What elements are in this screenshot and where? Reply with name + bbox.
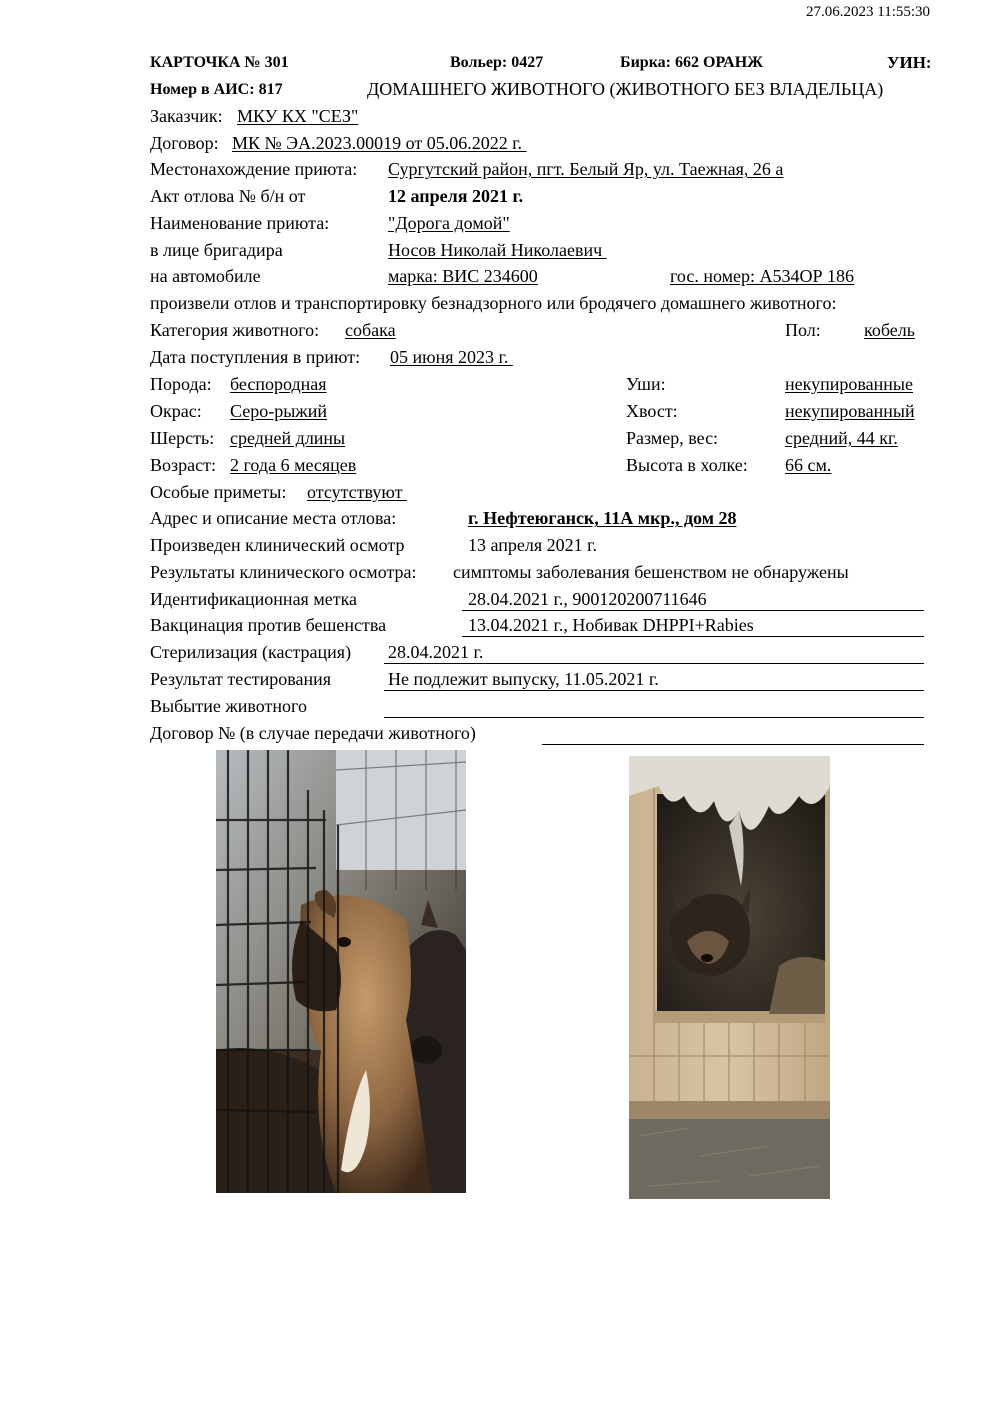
height-label: Высота в холке: bbox=[626, 455, 748, 475]
breed-label: Порода: bbox=[150, 374, 212, 394]
exam-results-label: Результаты клинического осмотра: bbox=[150, 562, 417, 582]
color-label: Окрас: bbox=[150, 401, 202, 421]
vaccination-value: 13.04.2021 г., Нобивак DHPPI+Rabies bbox=[468, 615, 754, 635]
capture-act-date: 12 апреля 2021 г. bbox=[388, 186, 524, 206]
vehicle-label: на автомобиле bbox=[150, 266, 261, 286]
disposal-line bbox=[384, 717, 924, 718]
id-mark-label: Идентификационная метка bbox=[150, 589, 358, 609]
ais-number: Номер в АИС: 817 bbox=[150, 81, 283, 98]
enclosure-number: Вольер: 0427 bbox=[450, 54, 544, 71]
card-number: КАРТОЧКА № 301 bbox=[150, 54, 289, 71]
test-result-line bbox=[384, 690, 924, 691]
clinical-exam-label: Произведен клинический осмотр bbox=[150, 535, 405, 555]
capture-act-label: Акт отлова № б/н от bbox=[150, 186, 306, 206]
contract-label: Договор: bbox=[150, 133, 219, 153]
tail-label: Хвост: bbox=[626, 401, 678, 421]
exam-results-value: симптомы заболевания бешенством не обнаружены bbox=[453, 562, 849, 582]
special-marks-label: Особые приметы: bbox=[150, 482, 287, 502]
arrival-value: 05 июня 2023 г. bbox=[390, 347, 513, 367]
id-mark-line bbox=[462, 610, 924, 611]
color-value: Серо-рыжий bbox=[230, 401, 328, 421]
dog-photo-cage bbox=[216, 750, 466, 1193]
age-label: Возраст: bbox=[150, 455, 216, 475]
tail-value: некупированный bbox=[785, 401, 915, 421]
vehicle-brand: марка: ВИС 234600 bbox=[388, 266, 538, 286]
print-timestamp: 27.06.2023 11:55:30 bbox=[806, 4, 931, 20]
capture-address-value: г. Нефтеюганск, 11А мкр., дом 28 bbox=[468, 508, 737, 528]
sex-value: кобель bbox=[864, 320, 915, 340]
disposal-label: Выбытие животного bbox=[150, 696, 307, 716]
category-label: Категория животного: bbox=[150, 320, 320, 340]
shelter-location-label: Местонахождение приюта: bbox=[150, 159, 358, 179]
size-weight-label: Размер, вес: bbox=[626, 428, 719, 448]
arrival-label: Дата поступления в приют: bbox=[150, 347, 361, 367]
capture-statement: произвели отлов и транспортировку безнадзорного или бродячего домашнего животного: bbox=[150, 293, 837, 313]
shelter-name-value: "Дорога домой" bbox=[388, 213, 510, 233]
height-value: 66 см. bbox=[785, 455, 832, 475]
ears-label: Уши: bbox=[626, 374, 666, 394]
shelter-name-label: Наименование приюта: bbox=[150, 213, 330, 233]
coat-label: Шерсть: bbox=[150, 428, 215, 448]
category-value: собака bbox=[345, 320, 396, 340]
test-result-value: Не подлежит выпуску, 11.05.2021 г. bbox=[388, 669, 659, 689]
customer-value: МКУ КХ "СЕЗ" bbox=[237, 106, 359, 126]
contract-value: МК № ЭА.2023.00019 от 05.06.2022 г. bbox=[232, 133, 527, 153]
transfer-contract-label: Договор № (в случае передачи животного) bbox=[150, 723, 476, 743]
size-weight-value: средний, 44 кг. bbox=[785, 428, 898, 448]
clinical-exam-date: 13 апреля 2021 г. bbox=[468, 535, 597, 555]
foreman-label: в лице бригадира bbox=[150, 240, 283, 260]
sterilization-value: 28.04.2021 г. bbox=[388, 642, 484, 662]
coat-value: средней длины bbox=[230, 428, 346, 448]
sex-label: Пол: bbox=[785, 320, 821, 340]
foreman-value: Носов Николай Николаевич bbox=[388, 240, 607, 260]
customer-label: Заказчик: bbox=[150, 106, 223, 126]
dog-photo-kennel bbox=[629, 756, 830, 1199]
vaccination-line bbox=[462, 636, 924, 637]
shelter-location-value: Сургутский район, пгт. Белый Яр, ул. Таежная, 26 а bbox=[388, 159, 784, 179]
vaccination-label: Вакцинация против бешенства bbox=[150, 615, 387, 635]
special-marks-value: отсутствуют bbox=[307, 482, 408, 502]
capture-address-label: Адрес и описание места отлова: bbox=[150, 508, 397, 528]
sterilization-label: Стерилизация (кастрация) bbox=[150, 642, 352, 662]
test-result-label: Результат тестирования bbox=[150, 669, 331, 689]
card-title: ДОМАШНЕГО ЖИВОТНОГО (ЖИВОТНОГО БЕЗ ВЛАДЕЛЬЦА) bbox=[367, 79, 884, 99]
age-value: 2 года 6 месяцев bbox=[230, 455, 357, 475]
tag-number: Бирка: 662 ОРАНЖ bbox=[620, 54, 763, 71]
ears-value: некупированные bbox=[785, 374, 913, 394]
transfer-contract-line bbox=[542, 744, 924, 745]
id-mark-value: 28.04.2021 г., 900120200711646 bbox=[468, 589, 707, 609]
sterilization-line bbox=[384, 663, 924, 664]
breed-value: беспородная bbox=[230, 374, 327, 394]
uin-label: УИН: bbox=[887, 53, 932, 72]
vehicle-plate: гос. номер: А534ОР 186 bbox=[670, 266, 855, 286]
